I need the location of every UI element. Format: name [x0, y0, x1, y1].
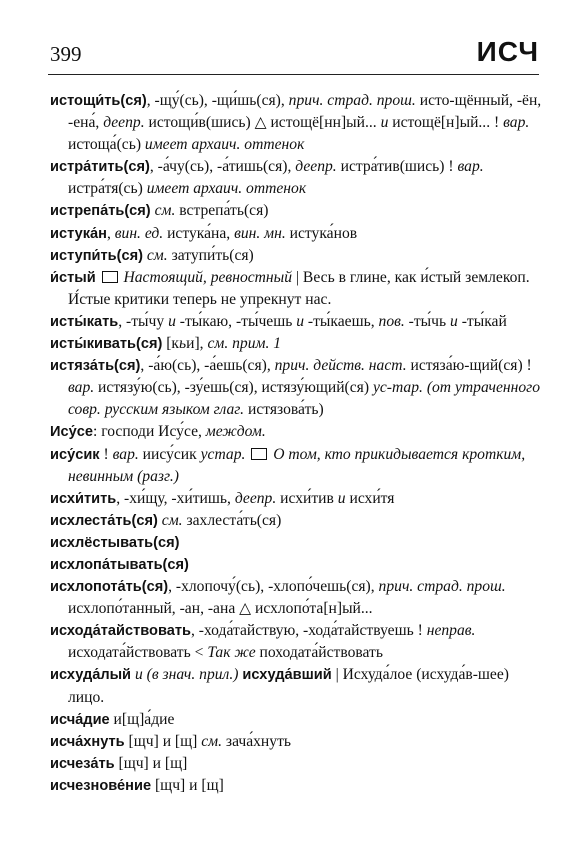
entry-text: -ты́каешь, — [304, 312, 379, 330]
grammar-note: Так же — [207, 644, 256, 662]
dictionary-entry — [50, 554, 542, 576]
grammar-note: деепр. — [234, 489, 277, 507]
entry-text: захлеста́ть(ся) — [182, 511, 282, 529]
grammar-note: пов. — [378, 312, 405, 330]
entry-text: и], — [186, 335, 208, 353]
headword: Ису́се — [50, 424, 93, 441]
headword: исхлёстывать(ся) — [50, 534, 180, 551]
entry-text: истощи́в(шись) △ истощё[нн]ый... — [144, 114, 381, 132]
headword: исча́дие — [50, 711, 110, 728]
headword: исхуда́вший — [242, 667, 332, 684]
dictionary-entry — [50, 156, 542, 200]
entry-text: исхлопо́танный, -ан, -ана △ исхлопо́та[н]ый... — [68, 600, 373, 618]
entry-text: -ты́чь — [404, 312, 451, 330]
entry-text: затупи́ть(ся) — [167, 246, 254, 264]
headword: исты́кать — [50, 313, 119, 330]
grammar-note: имеет архаич. оттенок — [144, 136, 305, 154]
entry-text: исто-щённый, -ён, -ена́, — [68, 92, 542, 132]
entry-text: [щч] и [щ] — [124, 732, 202, 750]
dictionary-entry — [50, 532, 542, 554]
entry-text: исходата́йствовать < — [68, 644, 208, 662]
dictionary-entry — [50, 620, 542, 664]
entry-text: | Исхуда́лое (исхуда́в-шее) лицо. — [68, 666, 509, 706]
dictionary-entry — [50, 245, 542, 267]
dictionary-entry — [50, 753, 542, 775]
grammar-note: и — [296, 312, 305, 330]
headword: исча́хнуть — [50, 733, 125, 750]
headword: ису́сик — [50, 446, 100, 463]
headword: истрепа́ть(ся) — [50, 203, 151, 220]
dictionary-entry — [50, 731, 542, 753]
grammar-note: вин. мн. — [234, 224, 286, 242]
entry-text: истра́тив(шись) ! — [336, 158, 458, 176]
headword: исчеза́ть — [50, 755, 115, 772]
entry-list — [50, 90, 542, 797]
grammar-note: см. — [146, 246, 168, 264]
entry-text: [к — [162, 335, 180, 353]
entry-text: , -а́чу(сь), -а́тишь(ся), — [149, 158, 296, 176]
running-head: ИСЧ — [476, 36, 539, 67]
grammar-note: вар. — [112, 445, 139, 463]
entry-text: : господи Ису́се, — [92, 423, 206, 441]
grammar-note: междом. — [205, 423, 266, 441]
headword: исхлопа́тывать(ся) — [50, 556, 189, 573]
headword: и́стый — [50, 269, 96, 286]
grammar-note: прич. действ. наст. — [274, 357, 407, 375]
grammar-note: и — [380, 114, 389, 132]
dictionary-entry — [50, 267, 542, 311]
entry-text: истязова́ть) — [244, 401, 324, 419]
dictionary-entry — [50, 311, 542, 333]
dictionary-entry — [50, 223, 542, 245]
grammar-note: имеет архаич. оттенок — [146, 180, 307, 198]
grammar-note: ус-тар. (от утраченного совр. русским языком глаг. — [68, 379, 541, 419]
grammar-note: вар. — [503, 114, 530, 132]
dictionary-entry — [50, 576, 542, 620]
entry-text: истоща́(сь) — [68, 136, 145, 154]
headword: исхи́тить — [50, 490, 117, 507]
dictionary-entry — [50, 421, 542, 443]
headword: истощи́ть(ся) — [50, 93, 147, 109]
grammar-note: и — [450, 312, 458, 330]
dictionary-entry — [50, 355, 542, 421]
entry-text: , -хода́тайствую, -хода́тайствуешь ! — [190, 622, 427, 640]
entry-text: [щч] и [щ] — [151, 776, 224, 794]
dictionary-entry — [50, 488, 542, 510]
definition-box-icon — [102, 271, 118, 283]
entry-text — [245, 446, 249, 463]
grammar-note: см. — [161, 511, 183, 529]
dictionary-entry — [50, 444, 542, 488]
entry-text: истяза́ю-щий(ся) ! — [406, 357, 532, 375]
grammar-note: см. — [154, 202, 176, 220]
entry-text: | Весь в глине, как и́стый землекоп. И́стые критики теперь не упрекнут нас. — [68, 268, 530, 308]
dictionary-entry — [50, 200, 542, 222]
grammar-note: и — [134, 666, 143, 684]
headword: истра́тить(ся) — [50, 159, 150, 176]
grammar-note: прич. страд. прош. — [288, 92, 416, 109]
headword: исхлопота́ть(ся) — [50, 579, 169, 596]
entry-text: -ты́каю, -ты́чешь — [175, 312, 297, 330]
grammar-note: вар. — [68, 379, 95, 397]
grammar-note: вар. — [457, 158, 484, 176]
entry-text: истощё[н]ый... ! — [388, 114, 504, 132]
grammar-note: (в знач. прил.) — [146, 666, 239, 684]
entry-text: истука́нов — [285, 224, 358, 242]
headword: исты́кивать(ся) — [50, 336, 163, 353]
headword: иступи́ть(ся) — [50, 247, 143, 264]
entry-text: ! — [99, 445, 113, 463]
entry-text: истука́на, — [163, 224, 235, 242]
entry-text: , -ты́чу — [118, 312, 169, 330]
entry-text: , -а́ю(сь), -а́ешь(ся), — [140, 357, 275, 375]
dictionary-entry — [50, 664, 542, 708]
page-number: 399 — [50, 42, 82, 66]
grammar-note: Настоящий, ревностный — [119, 268, 293, 286]
entry-text: , -хи́щу, -хи́тишь, — [116, 489, 235, 507]
entry-text — [96, 269, 100, 286]
grammar-note: О том, кто прикидывается кротким, невинным (разг.) — [68, 445, 526, 485]
entry-text: иису́сик — [138, 445, 201, 463]
grammar-note: деепр. — [295, 158, 337, 176]
entry-text: , — [106, 224, 115, 242]
dictionary-entry — [50, 90, 542, 156]
grammar-note: неправ. — [426, 622, 476, 640]
dictionary-entry — [50, 775, 542, 797]
entry-text: исхи́тив — [276, 489, 338, 507]
entry-text: истра́тя(сь) — [68, 180, 147, 198]
entry-text: зача́хнуть — [222, 732, 291, 750]
entry-text: походата́йствовать — [255, 644, 383, 662]
grammar-note: деепр. — [103, 114, 145, 132]
entry-text: и[щ]а́дие — [109, 710, 175, 728]
headword: исхуда́лый — [50, 667, 132, 684]
entry-text: -ты́кай — [457, 312, 507, 330]
entry-text: встрепа́ть(ся) — [175, 202, 269, 220]
grammar-note: прич. страд. прош. — [378, 578, 506, 596]
headword: истяза́ть(ся) — [50, 358, 141, 375]
headword: истука́н — [50, 225, 107, 242]
header-rule — [48, 74, 539, 75]
grammar-note: и — [168, 312, 176, 330]
entry-text: истязу́ю(сь), -зу́ешь(ся), истязу́ющий(ся) — [94, 379, 373, 397]
headword: исчезнове́ние — [50, 777, 152, 794]
grammar-note: см. прим. 1 — [207, 335, 282, 353]
entry-text: , -хлопочу́(сь), -хлопо́чешь(ся), — [168, 578, 379, 596]
headword: исхода́тайствовать — [50, 623, 191, 640]
grammar-note: и — [337, 489, 346, 507]
dictionary-entry — [50, 709, 542, 731]
headword: исхлеста́ть(ся) — [50, 512, 158, 529]
entry-text: [щч] и [щ] — [114, 754, 188, 772]
definition-box-icon — [251, 448, 267, 460]
grammar-note: вин. ед. — [114, 224, 164, 242]
grammar-note: устар. — [200, 445, 246, 463]
grammar-note: см. — [201, 732, 223, 750]
entry-text: , -щу́(сь), -щи́шь(ся), — [146, 92, 289, 109]
dictionary-entry — [50, 333, 542, 355]
entry-text: исхи́тя — [345, 489, 395, 507]
grammar-note: ь — [179, 335, 187, 353]
dictionary-entry — [50, 510, 542, 532]
